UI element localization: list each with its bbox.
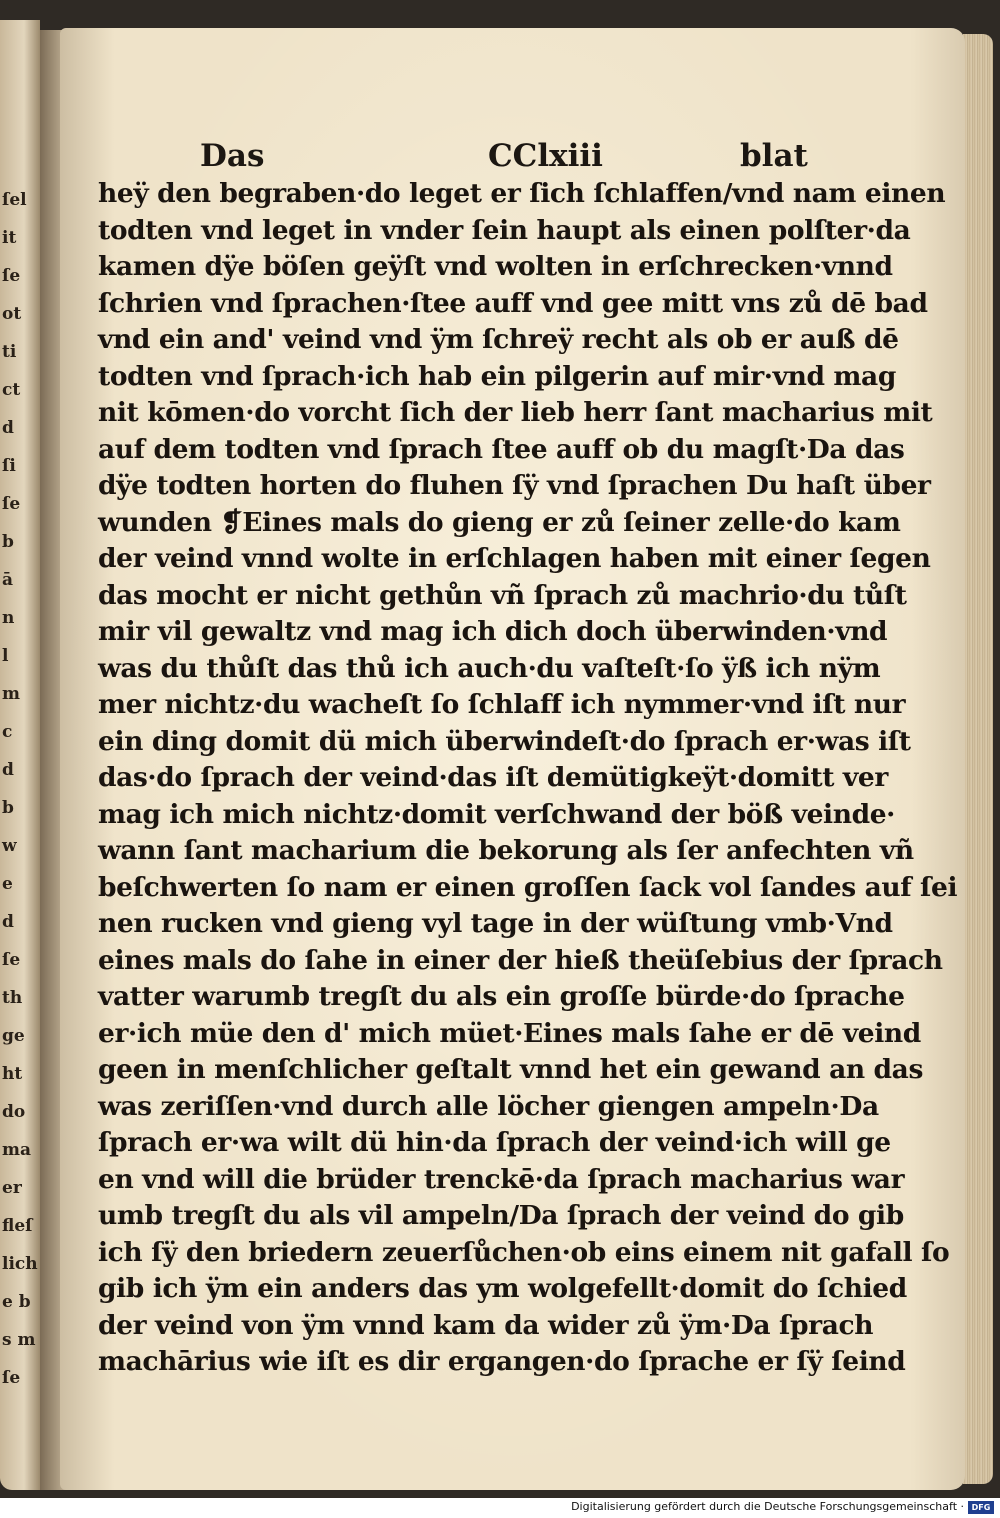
text-line: beſchwerten ſo nam er einen groſſen ſack vol ſandes auf ſei [98, 871, 958, 903]
text-line: eines mals do ſahe in einer der hieß theüſebius der ſprach [98, 944, 943, 976]
text-line: der veind vnnd wolte in erſchlagen haben mit einer ſegen [98, 543, 931, 574]
text-line: mag ich mich nichtz·domit verſchwand der böß veinde· [98, 798, 895, 830]
footer-bar [0, 1498, 1000, 1518]
text-line: ſprach er·wa wilt dü hin·da ſprach der veind·ich will ge [98, 1127, 891, 1158]
facing-page-fragment: d [2, 418, 14, 438]
text-line: wunden ❡Eines mals do gieng er zů ſeiner zelle·do kam [98, 506, 901, 538]
text-line: ſchrien vnd ſprachen·ſtee auff vnd gee mitt vns zů dē bad [98, 287, 928, 319]
facing-page-fragment: m [2, 684, 20, 704]
text-line: dÿe todten horten do fluhen ſÿ vnd ſprachen Du haſt über [98, 470, 931, 501]
body-text [98, 176, 958, 1381]
facing-page-edge [0, 20, 40, 1490]
text-line: ein ding domit dü mich überwindeſt·do ſprach er·was iſt [98, 725, 911, 757]
facing-page-fragment: w [2, 836, 17, 856]
facing-page-fragment: do [2, 1102, 26, 1122]
text-line: was zeriſſen·vnd durch alle löcher giengen ampeln·Da [98, 1090, 879, 1122]
facing-page-fragment: th [2, 988, 23, 1008]
facing-page-fragment: b [2, 532, 14, 552]
text-line: was du thůſt das thů ich auch·du vaſteſt·ſo ÿß ich nÿm [98, 652, 881, 684]
folio-number: CClxiii [488, 138, 603, 174]
text-line: en vnd will die brüder trenckē·da ſprach macharius war [98, 1163, 905, 1195]
text-line: vnd ein and' veind vnd ÿm ſchreÿ recht als ob er auß dē [98, 324, 899, 355]
facing-page-fragment: ſel [2, 190, 27, 210]
facing-page-fragment: ht [2, 1064, 23, 1084]
facing-page-fragment: d [2, 912, 14, 932]
text-line: nit kōmen·do vorcht ſich der lieb herr ſant macharius mit [98, 397, 933, 428]
facing-page-fragment: ti [2, 342, 17, 362]
facing-page-fragment: ot [2, 304, 22, 324]
text-line: umb tregſt du als vil ampeln/Da ſprach der veind do gib [98, 1200, 904, 1231]
text-line: ich ſÿ den briedern zeuerſůchen·ob eins einem nit gafall ſo [98, 1236, 950, 1268]
facing-page-fragment: l [2, 646, 9, 666]
facing-page-fragment: ā [2, 570, 14, 590]
facing-page-fragment: ſe [2, 950, 21, 970]
text-line: vatter warumb tregſt du als ein groſſe bürde·do ſprache [98, 981, 905, 1012]
text-line: er·ich müe den d' mich müet·Eines mals ſahe er dē veind [98, 1017, 921, 1049]
text-line: der veind von ÿm vnnd kam da wider zů ÿm·Da ſprach [98, 1309, 874, 1341]
text-line: nen rucken vnd gieng vyl tage in der wüſtung vmb·Vnd [98, 908, 893, 939]
text-line: auf dem todten vnd ſprach ſtee auff ob du magſt·Da das [98, 433, 905, 465]
text-line: kamen dÿe böſen geÿſt vnd wolten in erſchrecken·vnnd [98, 251, 893, 282]
dfg-logo: DFG [968, 1501, 994, 1514]
facing-page-fragment: ct [2, 380, 21, 400]
text-line: das mocht er nicht gethůn vñ ſprach zů machrio·du tůſt [98, 579, 907, 611]
facing-page-fragment: ſe [2, 1368, 21, 1388]
text-line: das·do ſprach der veind·das iſt demütigkeÿt·domitt ver [98, 762, 888, 793]
facing-page-fragment: ma [2, 1140, 32, 1160]
text-line: mer nichtz·du wacheſt ſo ſchlaff ich nymmer·vnd iſt nur [98, 689, 906, 720]
facing-page-fragment: er [2, 1178, 22, 1198]
facing-page-fragment: b [2, 798, 14, 818]
funding-credit: Digitalisierung gefördert durch die Deutsche Forschungsgemeinschaft · [571, 1500, 964, 1513]
facing-page-fragment: it [2, 228, 17, 248]
facing-page-fragment: ſe [2, 494, 21, 514]
text-line: wann ſant macharium die bekorung als ſer anfechten vñ [98, 835, 914, 866]
facing-page-fragment: ge [2, 1026, 25, 1046]
facing-page-fragment: e b [2, 1292, 31, 1312]
facing-page-fragment: n [2, 608, 15, 628]
text-line: gib ich ÿm ein anders das ym wolgefellt·domit do ſchied [98, 1273, 907, 1304]
header-section-title: Das [200, 138, 265, 174]
facing-page-fragment: s m [2, 1330, 36, 1350]
facing-page-fragment: c [2, 722, 13, 742]
facing-page-fragment: ſi [2, 456, 16, 476]
facing-page-fragment: e [2, 874, 13, 894]
facing-page-fragment: lich [2, 1254, 38, 1274]
text-line: mir vil gewaltz vnd mag ich dich doch überwinden·vnd [98, 616, 888, 647]
text-line: heÿ den begraben·do leget er ſich ſchlaffen/vnd nam einen [98, 178, 946, 209]
text-line: todten vnd ſprach·ich hab ein pilgerin auf mir·vnd mag [98, 360, 896, 392]
facing-page-fragment: d [2, 760, 14, 780]
text-line: geen in menſchlicher geſtalt vnnd het ein gewand an das [98, 1054, 923, 1085]
text-line: todten vnd leget in vnder ſein haupt als einen polſter·da [98, 214, 911, 246]
text-line: machārius wie iſt es dir ergangen·do ſprache er ſÿ ſeind [98, 1346, 906, 1377]
facing-page-fragment: ſe [2, 266, 21, 286]
header-blat-label: blat [740, 138, 808, 174]
page-block-edge [963, 34, 993, 1484]
facing-page-fragment: fleſ [2, 1216, 33, 1236]
